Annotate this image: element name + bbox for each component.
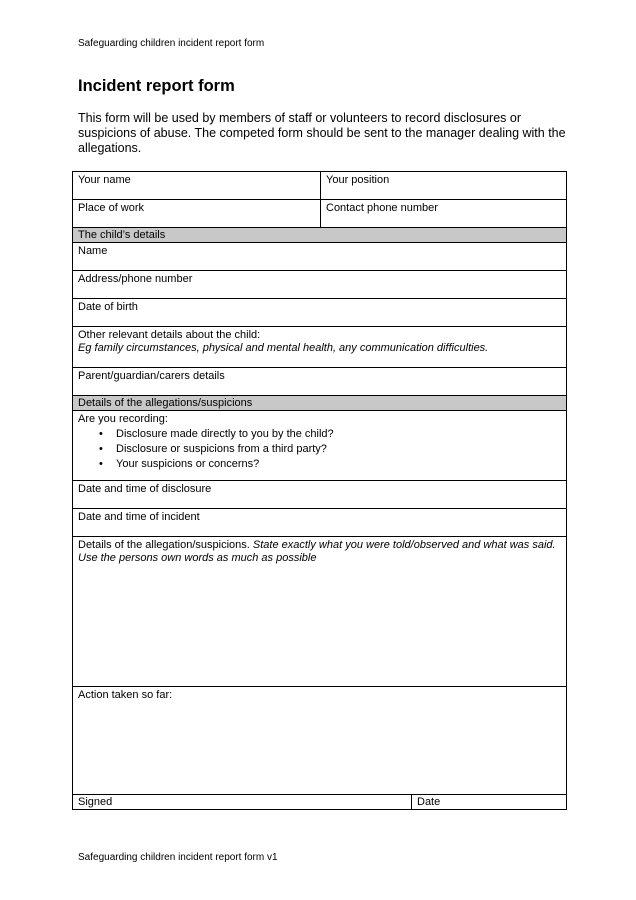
date-label: Date — [417, 796, 441, 808]
date-time-incident-field[interactable] — [73, 509, 567, 537]
other-details-field[interactable] — [73, 327, 567, 368]
recording-options-list — [78, 427, 561, 472]
place-of-work-label: Place of work — [78, 202, 145, 214]
child-details-section-header: The child’s details — [73, 228, 567, 243]
address-phone-field[interactable] — [73, 271, 567, 299]
date-field[interactable] — [412, 795, 567, 810]
recording-option-direct[interactable]: • Disclosure made directly to you by the child? — [116, 427, 561, 442]
date-of-birth-label: Date of birth — [78, 301, 138, 313]
address-phone-label: Address/phone number — [78, 273, 193, 285]
date-time-incident-label: Date and time of incident — [78, 511, 200, 523]
incident-report-table — [72, 171, 567, 810]
page-title: Incident report form — [78, 77, 235, 95]
contact-phone-label: Contact phone number — [326, 202, 438, 214]
your-position-label: Your position — [326, 174, 390, 186]
action-taken-label: Action taken so far: — [78, 689, 173, 701]
place-of-work-field[interactable] — [73, 200, 321, 228]
child-name-field[interactable] — [73, 243, 567, 271]
signed-label: Signed — [78, 796, 113, 808]
your-name-field[interactable] — [73, 172, 321, 200]
running-footer: Safeguarding children incident report form v1 — [78, 852, 278, 863]
parent-details-field[interactable] — [73, 368, 567, 396]
running-header: Safeguarding children incident report form — [78, 38, 265, 49]
your-name-label: Your name — [78, 174, 131, 186]
allegation-details-label: Details of the allegation/suspicions. — [78, 539, 250, 551]
allegation-details-field[interactable] — [73, 537, 567, 687]
recording-option-third-party[interactable]: • Disclosure or suspicions from a third party? — [116, 442, 561, 457]
intro-paragraph: This form will be used by members of staff or volunteers to record disclosures or suspicions of abuse. The competed form should be sent to the manager dealing with the allegations. — [78, 111, 566, 155]
date-time-disclosure-field[interactable] — [73, 481, 567, 509]
recording-label: Are you recording: — [78, 413, 168, 425]
recording-option-own-concerns[interactable]: • Your suspicions or concerns? — [116, 457, 561, 472]
signed-field[interactable] — [73, 795, 412, 810]
other-details-hint: Eg family circumstances, physical and mental health, any communication difficulties. — [78, 342, 489, 354]
date-time-disclosure-label: Date and time of disclosure — [78, 483, 212, 495]
date-of-birth-field[interactable] — [73, 299, 567, 327]
action-taken-field[interactable] — [73, 687, 567, 795]
child-name-label: Name — [78, 245, 108, 257]
allegations-section-header: Details of the allegations/suspicions — [73, 396, 567, 411]
allegation-details-hint: State exactly what you were told/observed and what was said. Use the persons own words as much as possible — [78, 539, 556, 564]
contact-phone-field[interactable] — [321, 200, 567, 228]
recording-type-field[interactable] — [73, 411, 567, 481]
other-details-label: Other relevant details about the child: — [78, 329, 261, 341]
parent-details-label: Parent/guardian/carers details — [78, 370, 225, 382]
your-position-field[interactable] — [321, 172, 567, 200]
